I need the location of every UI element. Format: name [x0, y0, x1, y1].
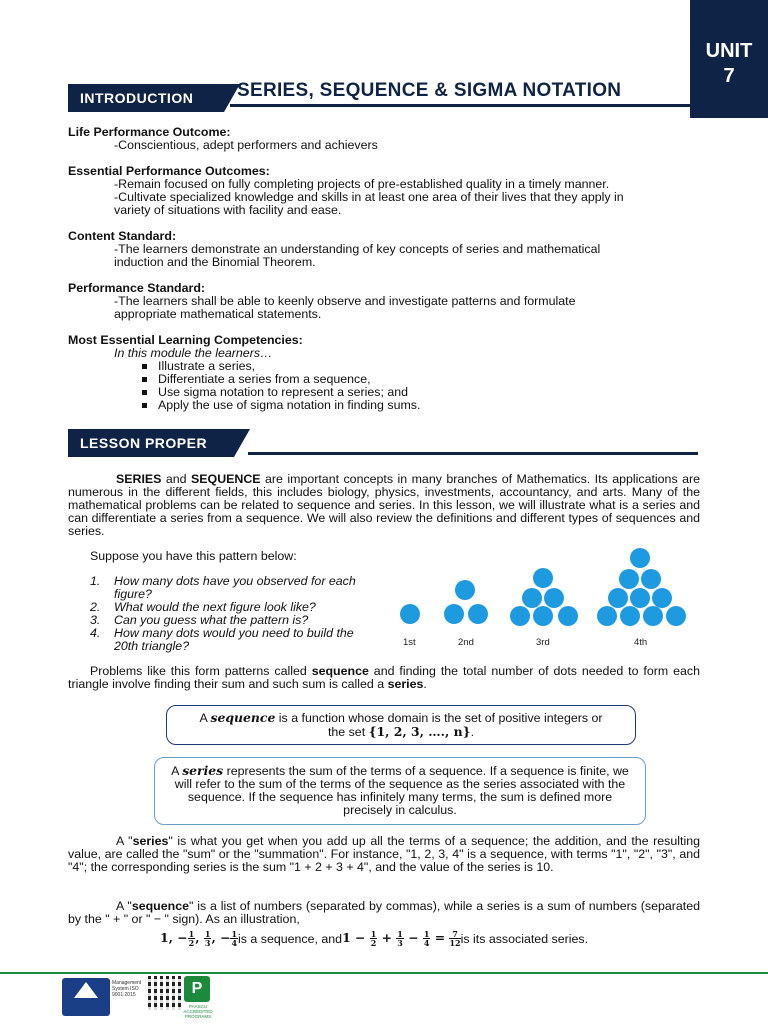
- term-series: series: [132, 834, 169, 848]
- melc-lead: In this module the learners…: [114, 346, 273, 360]
- content-standard-line: -The learners demonstrate an understanding of key concepts of series and mathematical: [114, 242, 601, 256]
- dot: [455, 580, 475, 600]
- intro-section: [68, 126, 688, 412]
- definition-line: [167, 725, 635, 739]
- paascu-logo-icon: P: [184, 976, 210, 1002]
- example-line: [160, 930, 588, 947]
- melc-list: [68, 360, 688, 412]
- dot: [652, 588, 672, 608]
- title-underline: [230, 104, 690, 107]
- dot: [510, 606, 530, 626]
- question-list: [90, 575, 380, 653]
- term-series: series: [182, 763, 224, 778]
- essential-outcome-line: -Remain focused on fully completing projects of pre-established quality in a timely manner.: [114, 177, 610, 191]
- figure-label-2nd: 2nd: [458, 637, 474, 648]
- lesson-underline: [248, 452, 698, 455]
- figure-label-4th: 4th: [634, 637, 648, 648]
- term-series: SERIES: [116, 472, 162, 486]
- footer-divider: [0, 972, 768, 974]
- list-item: Illustrate a series,: [142, 360, 688, 373]
- tuv-logo: [62, 978, 110, 1016]
- triangle-dot-figure: [390, 540, 700, 655]
- lesson-paragraph-1: [68, 473, 700, 538]
- definition-text: .: [470, 725, 475, 739]
- dot: [630, 588, 650, 608]
- question-text: How many dots would you need to build the 20th triangle?: [114, 626, 354, 653]
- question-item: [90, 627, 380, 653]
- unit-number: 7: [723, 65, 735, 87]
- term-series: series: [387, 677, 424, 691]
- dot: [544, 588, 564, 608]
- dot: [444, 604, 464, 624]
- question-item: [90, 575, 380, 601]
- dot: [641, 569, 661, 589]
- unit-label: UNIT: [705, 40, 753, 62]
- tuv-triangle-icon: [74, 982, 98, 998]
- definition-line: [167, 711, 635, 725]
- dot: [558, 606, 578, 626]
- list-item: Use sigma notation to represent a series; and: [142, 386, 688, 399]
- sequence-expression: 1, − $\frac{1}{2}$ , $\frac{1}{3}$ , − $\frac{1}{4}$: [160, 929, 238, 948]
- dot: [597, 606, 617, 626]
- definition-text: A: [171, 764, 183, 778]
- lesson-banner-label: LESSON PROPER: [68, 429, 234, 457]
- question-number: 3.: [90, 613, 101, 627]
- dot: [643, 606, 663, 626]
- term-sequence: sequence: [311, 664, 369, 678]
- question-number: 1.: [90, 574, 101, 588]
- dot: [666, 606, 686, 626]
- definition-text: A: [199, 711, 211, 725]
- dot: [522, 588, 542, 608]
- lesson-banner: [68, 429, 250, 457]
- life-outcome-text: -Conscientious, adept performers and achievers: [114, 138, 378, 152]
- lesson-paragraph-2: [68, 665, 700, 691]
- life-outcome-heading: Life Performance Outcome:: [68, 125, 231, 139]
- series-expression: 1 − $\frac{1}{2}$ + $\frac{1}{3}$ − $\frac{1}{4}$ = $\frac{7}{12}$: [342, 929, 461, 948]
- figure-label-3rd: 3rd: [536, 637, 550, 648]
- pattern-intro: Suppose you have this pattern below:: [90, 549, 297, 563]
- definition-text: represents the sum of the terms of a sequence. If a sequence is finite, we will refer to the sum of the terms of the sequence as the series associated with the sequence. If the sequence has infinitely many terms, the sum is defined more precisely in calculus.: [174, 764, 629, 817]
- paragraph-text: are important concepts in many branches of Mathematics. Its applications are numerous in the different fields, this includes biology, physics, investments, accountancy, and arts. Many of the mathematical problems can be related to sequence and series. In this lesson, we will illustrate what is a series and can differentiate a series from a sequence. We will also review the definitions and different types of sequences and series.: [68, 472, 701, 538]
- dot: [533, 606, 553, 626]
- essential-outcomes-heading: Essential Performance Outcomes:: [68, 164, 270, 178]
- dot: [608, 588, 628, 608]
- question-number: 2.: [90, 600, 101, 614]
- set-notation: {1, 2, 3, …., n}: [368, 724, 471, 739]
- term-sequence: SEQUENCE: [191, 472, 261, 486]
- figure-label-1st: 1st: [403, 637, 416, 648]
- dot: [619, 569, 639, 589]
- question-text: How many dots have you observed for each figure?: [114, 574, 356, 601]
- content-standard-heading: Content Standard:: [68, 229, 177, 243]
- paragraph-text: Problems like this form patterns called: [90, 664, 312, 678]
- question-number: 4.: [90, 626, 101, 640]
- paragraph-text: A ": [116, 834, 133, 848]
- intro-banner-label: INTRODUCTION: [68, 84, 224, 112]
- term-sequence: sequence: [131, 899, 189, 913]
- essential-outcome-line: -Cultivate specialized knowledge and skills in at least one area of their lives that they apply in: [114, 190, 624, 204]
- performance-standard-line: appropriate mathematical statements.: [114, 307, 322, 321]
- management-system-text: Management System ISO 9001:2015: [112, 980, 142, 998]
- question-text: What would the next figure look like?: [114, 600, 316, 614]
- paascu-text: PAASCU ACCREDITED PROGRAMS: [183, 1004, 213, 1019]
- list-item: Apply the use of sigma notation in finding sums.: [142, 399, 688, 412]
- performance-standard-line: -The learners shall be able to keenly observe and investigate patterns and formulate: [114, 294, 576, 308]
- definition-text: is a function whose domain is the set of positive integers or: [275, 711, 603, 725]
- paragraph-text: and: [161, 472, 192, 486]
- dot: [533, 568, 553, 588]
- question-text: Can you guess what the pattern is?: [114, 613, 309, 627]
- dot: [468, 604, 488, 624]
- content-standard-line: induction and the Binomial Theorem.: [114, 255, 316, 269]
- essential-outcome-line: variety of situations with facility and ease.: [114, 203, 342, 217]
- lesson-paragraph-4: [68, 900, 700, 926]
- paragraph-text: " is what you get when you add up all the terms of a sequence; the addition, and the resulting value, are called the "sum" or the "summation". For instance, "1, 2, 3, 4" is a sequence, with terms "1", "2", "3", and "4"; the corresponding series is the sum "1 + 2 + 3 + 4", and the value of the series is 10.: [68, 834, 700, 874]
- series-definition-box: [154, 757, 646, 825]
- paragraph-text: and finding the total number of dots needed to form each triangle involve finding their sum and such sum is called a: [68, 664, 700, 691]
- sequence-definition-box: [166, 705, 636, 745]
- paragraph-text: .: [423, 677, 427, 691]
- example-text: is a sequence, and: [238, 931, 343, 946]
- definition-text: the set: [327, 725, 369, 739]
- paragraph-text: A ": [116, 899, 132, 913]
- dot: [630, 548, 650, 568]
- intro-banner: [68, 84, 240, 112]
- unit-badge: [690, 0, 768, 118]
- paragraph-text: " is a list of numbers (separated by commas), while a series is a sum of numbers (separated by the " + " or " − " sign). As an illustration,: [68, 899, 701, 926]
- dot: [400, 604, 420, 624]
- melc-heading: Most Essential Learning Competencies:: [68, 333, 303, 347]
- page-title: SERIES, SEQUENCE & SIGMA NOTATION: [237, 80, 622, 101]
- example-text: is its associated series.: [460, 931, 589, 946]
- performance-standard-heading: Performance Standard:: [68, 281, 206, 295]
- term-sequence: sequence: [210, 710, 276, 725]
- qr-code-icon: [148, 976, 182, 1010]
- dot: [620, 606, 640, 626]
- lesson-paragraph-3: [68, 835, 700, 874]
- list-item: Differentiate a series from a sequence,: [142, 373, 688, 386]
